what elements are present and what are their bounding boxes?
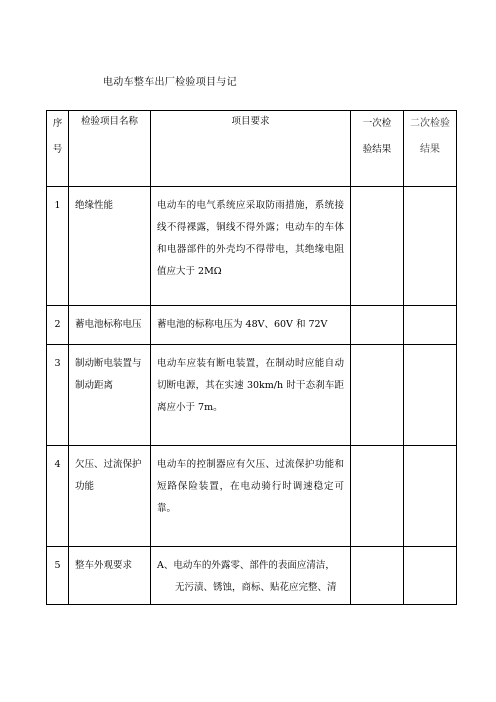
row-requirement: 蓄电池的标称电压为 48V、60V 和 72V [151, 306, 351, 345]
row-no: 2 [47, 306, 69, 345]
table-row [47, 345, 457, 446]
header-requirement: 项目要求 [151, 111, 351, 187]
header-name: 检验项目名称 [69, 111, 151, 187]
row-requirement: 电动车的电气系统应采取防雨措施，系统接线不得裸露，铜线不得外露；电动车的车体和电器部件的外壳均不得带电，其绝缘电阻值应大于 2MΩ [151, 187, 351, 306]
document-title: 电动车整车出厂检验项目与记 [103, 77, 237, 88]
row-requirement: A、电动车的外露零、部件的表面应清洁， 无污渍、锈蚀，商标、贴花应完整、清 [151, 547, 351, 605]
row-first-result[interactable] [351, 306, 404, 345]
row-second-result[interactable] [404, 547, 457, 605]
row-name: 整车外观要求 [69, 547, 151, 605]
row-first-result[interactable] [351, 345, 404, 446]
row-requirement: 电动车的控制器应有欠压、过流保护功能和短路保险装置，在电动骑行时调速稳定可靠。 [151, 446, 351, 547]
row-requirement: 电动车应装有断电装置，在制动时应能自动切断电源，其在实速 30km/h 时干态刹车距离应小于 7m。 [151, 345, 351, 446]
table-row [47, 187, 457, 306]
table-row [47, 547, 457, 605]
header-no: 序 号 [47, 111, 69, 187]
inspection-table [46, 110, 457, 605]
row-second-result[interactable] [404, 187, 457, 306]
row-no: 3 [47, 345, 69, 446]
row-second-result[interactable] [404, 306, 457, 345]
table-row [47, 446, 457, 547]
row-no: 4 [47, 446, 69, 547]
row-first-result[interactable] [351, 446, 404, 547]
row-no: 1 [47, 187, 69, 306]
row-name: 绝缘性能 [69, 187, 151, 306]
row-first-result[interactable] [351, 547, 404, 605]
row-first-result[interactable] [351, 187, 404, 306]
row-name: 蓄电池标称电压 [69, 306, 151, 345]
row-second-result[interactable] [404, 345, 457, 446]
header-row [47, 111, 457, 187]
row-name: 制动断电装置与制动距离 [69, 345, 151, 446]
header-second-result: 二次检验 结果 [404, 111, 457, 187]
row-second-result[interactable] [404, 446, 457, 547]
row-no: 5 [47, 547, 69, 605]
header-first-result: 一次检 验结果 [351, 111, 404, 187]
row-name: 欠压、过流保护功能 [69, 446, 151, 547]
table-row [47, 306, 457, 345]
